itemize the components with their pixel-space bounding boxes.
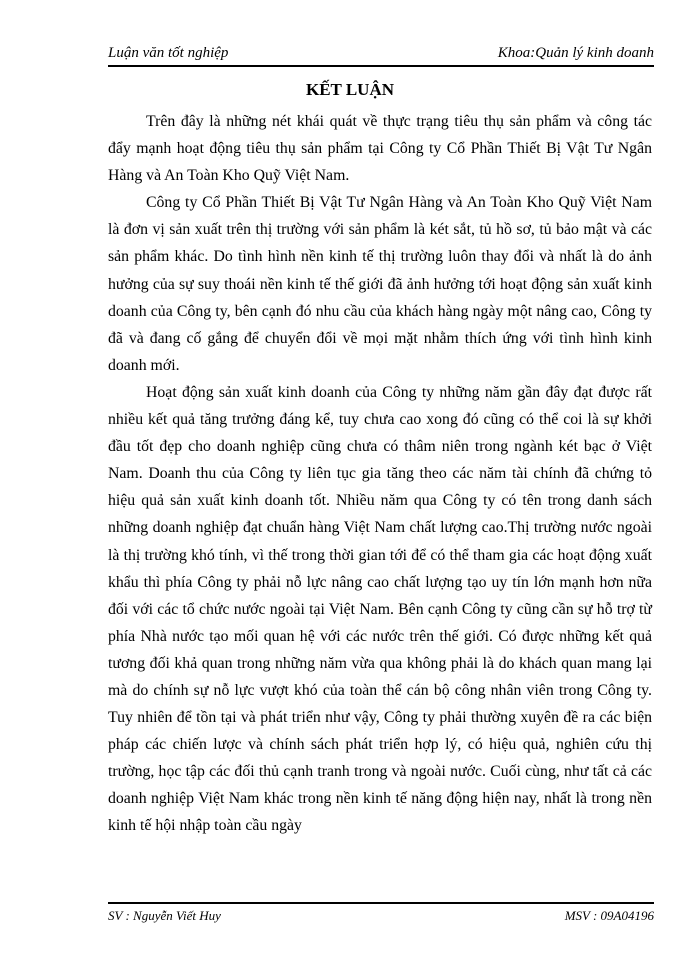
header-thesis-label: Luận văn tốt nghiệp xyxy=(108,45,229,61)
page-title: KẾT LUẬN xyxy=(305,80,394,99)
footer-student-id: MSV : 09A04196 xyxy=(564,908,654,923)
footer-student-name: SV : Nguyễn Viết Huy xyxy=(108,908,221,923)
page-header xyxy=(108,45,654,67)
paragraph-3: Hoạt động sản xuất kinh doanh của Công ty những năm gần đây đạt được rất nhiều kết quả tăng trưởng đáng kể, tuy chưa cao xong đó cũng có thể coi là sự khởi đầu tốt đẹp cho doanh nghiệp cũng chưa có thâm niên trong ngành két bạc ở Việt Nam. Doanh thu của Công ty liên tục gia tăng theo các năm tài chính đã chứng tỏ hiệu quả sản xuất kinh doanh tốt. Nhiều năm qua Công ty có tên trong danh sách những doanh nghiệp đạt chuẩn hàng Việt Nam chất lượng cao.Thị trường nước ngoài là thị trường khó tính, vì thế trong thời gian tới để có thể tham gia các hoạt động xuất khẩu thì phía Công ty phải nỗ lực nâng cao chất lượng tạo uy tín lớn mạnh hơn nữa đối với các tổ chức nước ngoài tại Việt Nam. Bên cạnh Công ty cũng cần sự hỗ trợ từ phía Nhà nước tạo mối quan hệ với các nước trên thế giới. Có được những kết quả tương đối khả quan trong những năm vừa qua không phải là do khách quan mang lại mà do chính sự nỗ lực vượt khó của toàn thể cán bộ công nhân viên trong Công ty. Tuy nhiên để tồn tại và phát triển như vậy, Công ty phải thường xuyên đề ra các biện pháp các chiến lược và chính sách phát triển hợp lý, có hiệu quả, nghiên cứu thị trường, học tập các đối thủ cạnh tranh trong và ngoài nước. Cuối cùng, như tất cả các doanh nghiệp Việt Nam khác trong nền kinh tế năng động hiện nay, nhất là trong nền kinh tế hội nhập toàn cầu ngày xyxy=(108,383,652,835)
paragraph-1: Trên đây là những nét khái quát về thực trạng tiêu thụ sản phẩm và công tác đẩy mạnh hoạt động tiêu thụ sản phẩm tại Công ty Cổ Phần Thiết Bị Vật Tư Ngân Hàng và An Toàn Kho Quỹ Việt Nam. xyxy=(108,113,652,185)
page-footer xyxy=(108,902,654,926)
header-faculty-label: Khoa:Quản lý kinh doanh xyxy=(497,45,654,61)
document-body xyxy=(108,108,652,840)
paragraph-2: Công ty Cổ Phần Thiết Bị Vật Tư Ngân Hàng và An Toàn Kho Quỹ Việt Nam là đơn vị sản xuất trên thị trường với sản phẩm là két sắt, tủ hồ sơ, tủ bảo mật và các sản phẩm khác. Do tình hình nền kinh tế thị trường luôn thay đổi và nhất là do ảnh hưởng của sự suy thoái nền kinh tế thế giới đã ảnh hưởng tới hoạt động sản xuất kinh doanh của Công ty, bên cạnh đó nhu cầu của khách hàng ngày một nâng cao, Công ty đã và đang cố gắng để chuyển đổi về mọi mặt nhằm thích ứng với tình hình kinh doanh mới. xyxy=(108,194,652,374)
